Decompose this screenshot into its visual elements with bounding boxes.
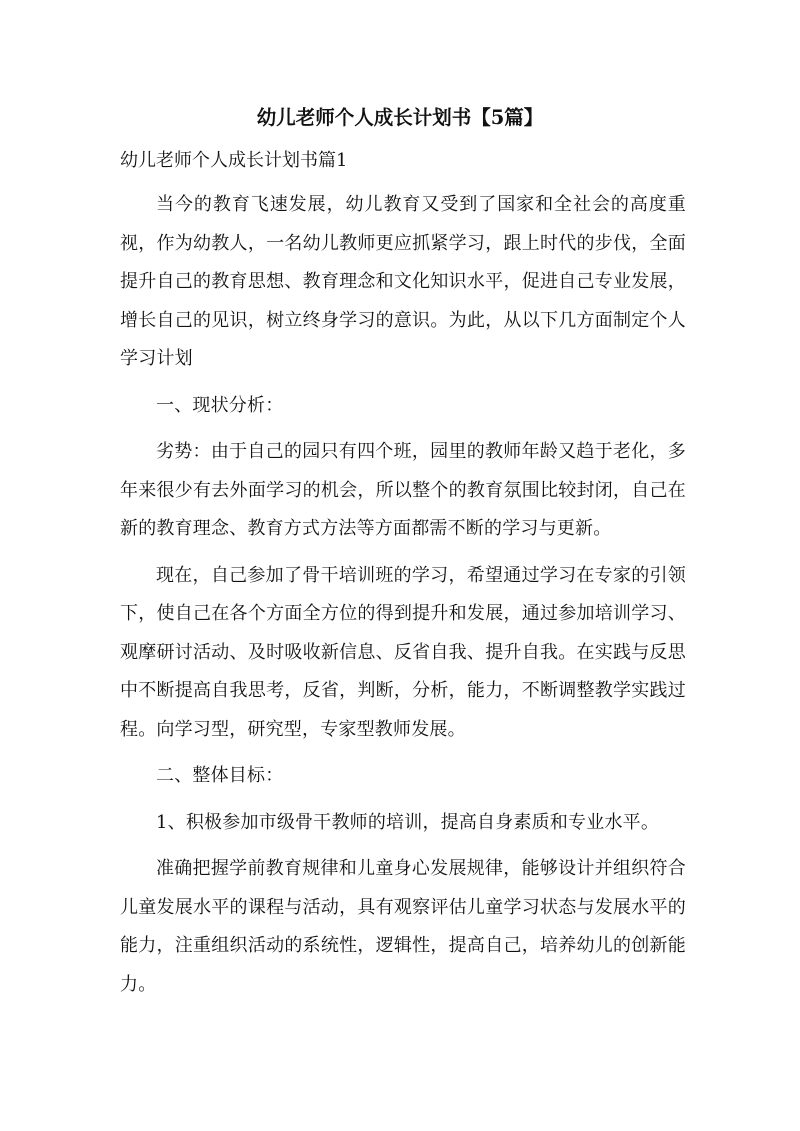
paragraph-weakness: 劣势：由于自己的园只有四个班，园里的教师年龄又趋于老化，多年来很少有去外面学习的机会，所以整个的教育氛围比较封闭，自己在新的教育理念、教育方式方法等方面都需不断的学习与更新。: [120, 441, 686, 539]
document-title: 幼儿老师个人成长计划书【5篇】: [256, 106, 544, 129]
goal-item-1: 1、积极参加市级骨干教师的培训，提高自身素质和专业水平。: [156, 811, 660, 833]
paragraph-intro: 当今的教育飞速发展，幼儿教育又受到了国家和全社会的高度重视，作为幼教人，一名幼儿教师更应抓紧学习，跟上时代的步伐，全面提升自己的教育思想、教育理念和文化知识水平，促进自己专业发展，增长自己的见识，树立终身学习的意识。为此，从以下几方面制定个人学习计划: [120, 194, 686, 369]
document-body: [120, 186, 686, 1012]
paragraph-current: 现在，自己参加了骨干培训班的学习，希望通过学习在专家的引领下，使自己在各个方面全方位的得到提升和发展，通过参加培训学习、观摩研讨活动、及时吸收新信息、反省自我、提升自我。在实践与反思中不断提高自我思考，反省，判断，分析，能力，不断调整教学实践过程。向学习型，研究型，专家型教师发展。: [120, 564, 686, 740]
heading-status-analysis: 一、现状分析：: [156, 394, 284, 416]
paragraph-goal-detail: 准确把握学前教育规律和儿童身心发展规律，能够设计并组织符合儿童发展水平的课程与活动，具有观察评估儿童学习状态与发展水平的能力，注重组织活动的系统性，逻辑性，提高自己，培养幼儿的创新能力。: [120, 858, 686, 995]
heading-overall-goals: 二、整体目标：: [156, 765, 284, 786]
section-subtitle: 幼儿老师个人成长计划书篇1: [120, 150, 348, 171]
